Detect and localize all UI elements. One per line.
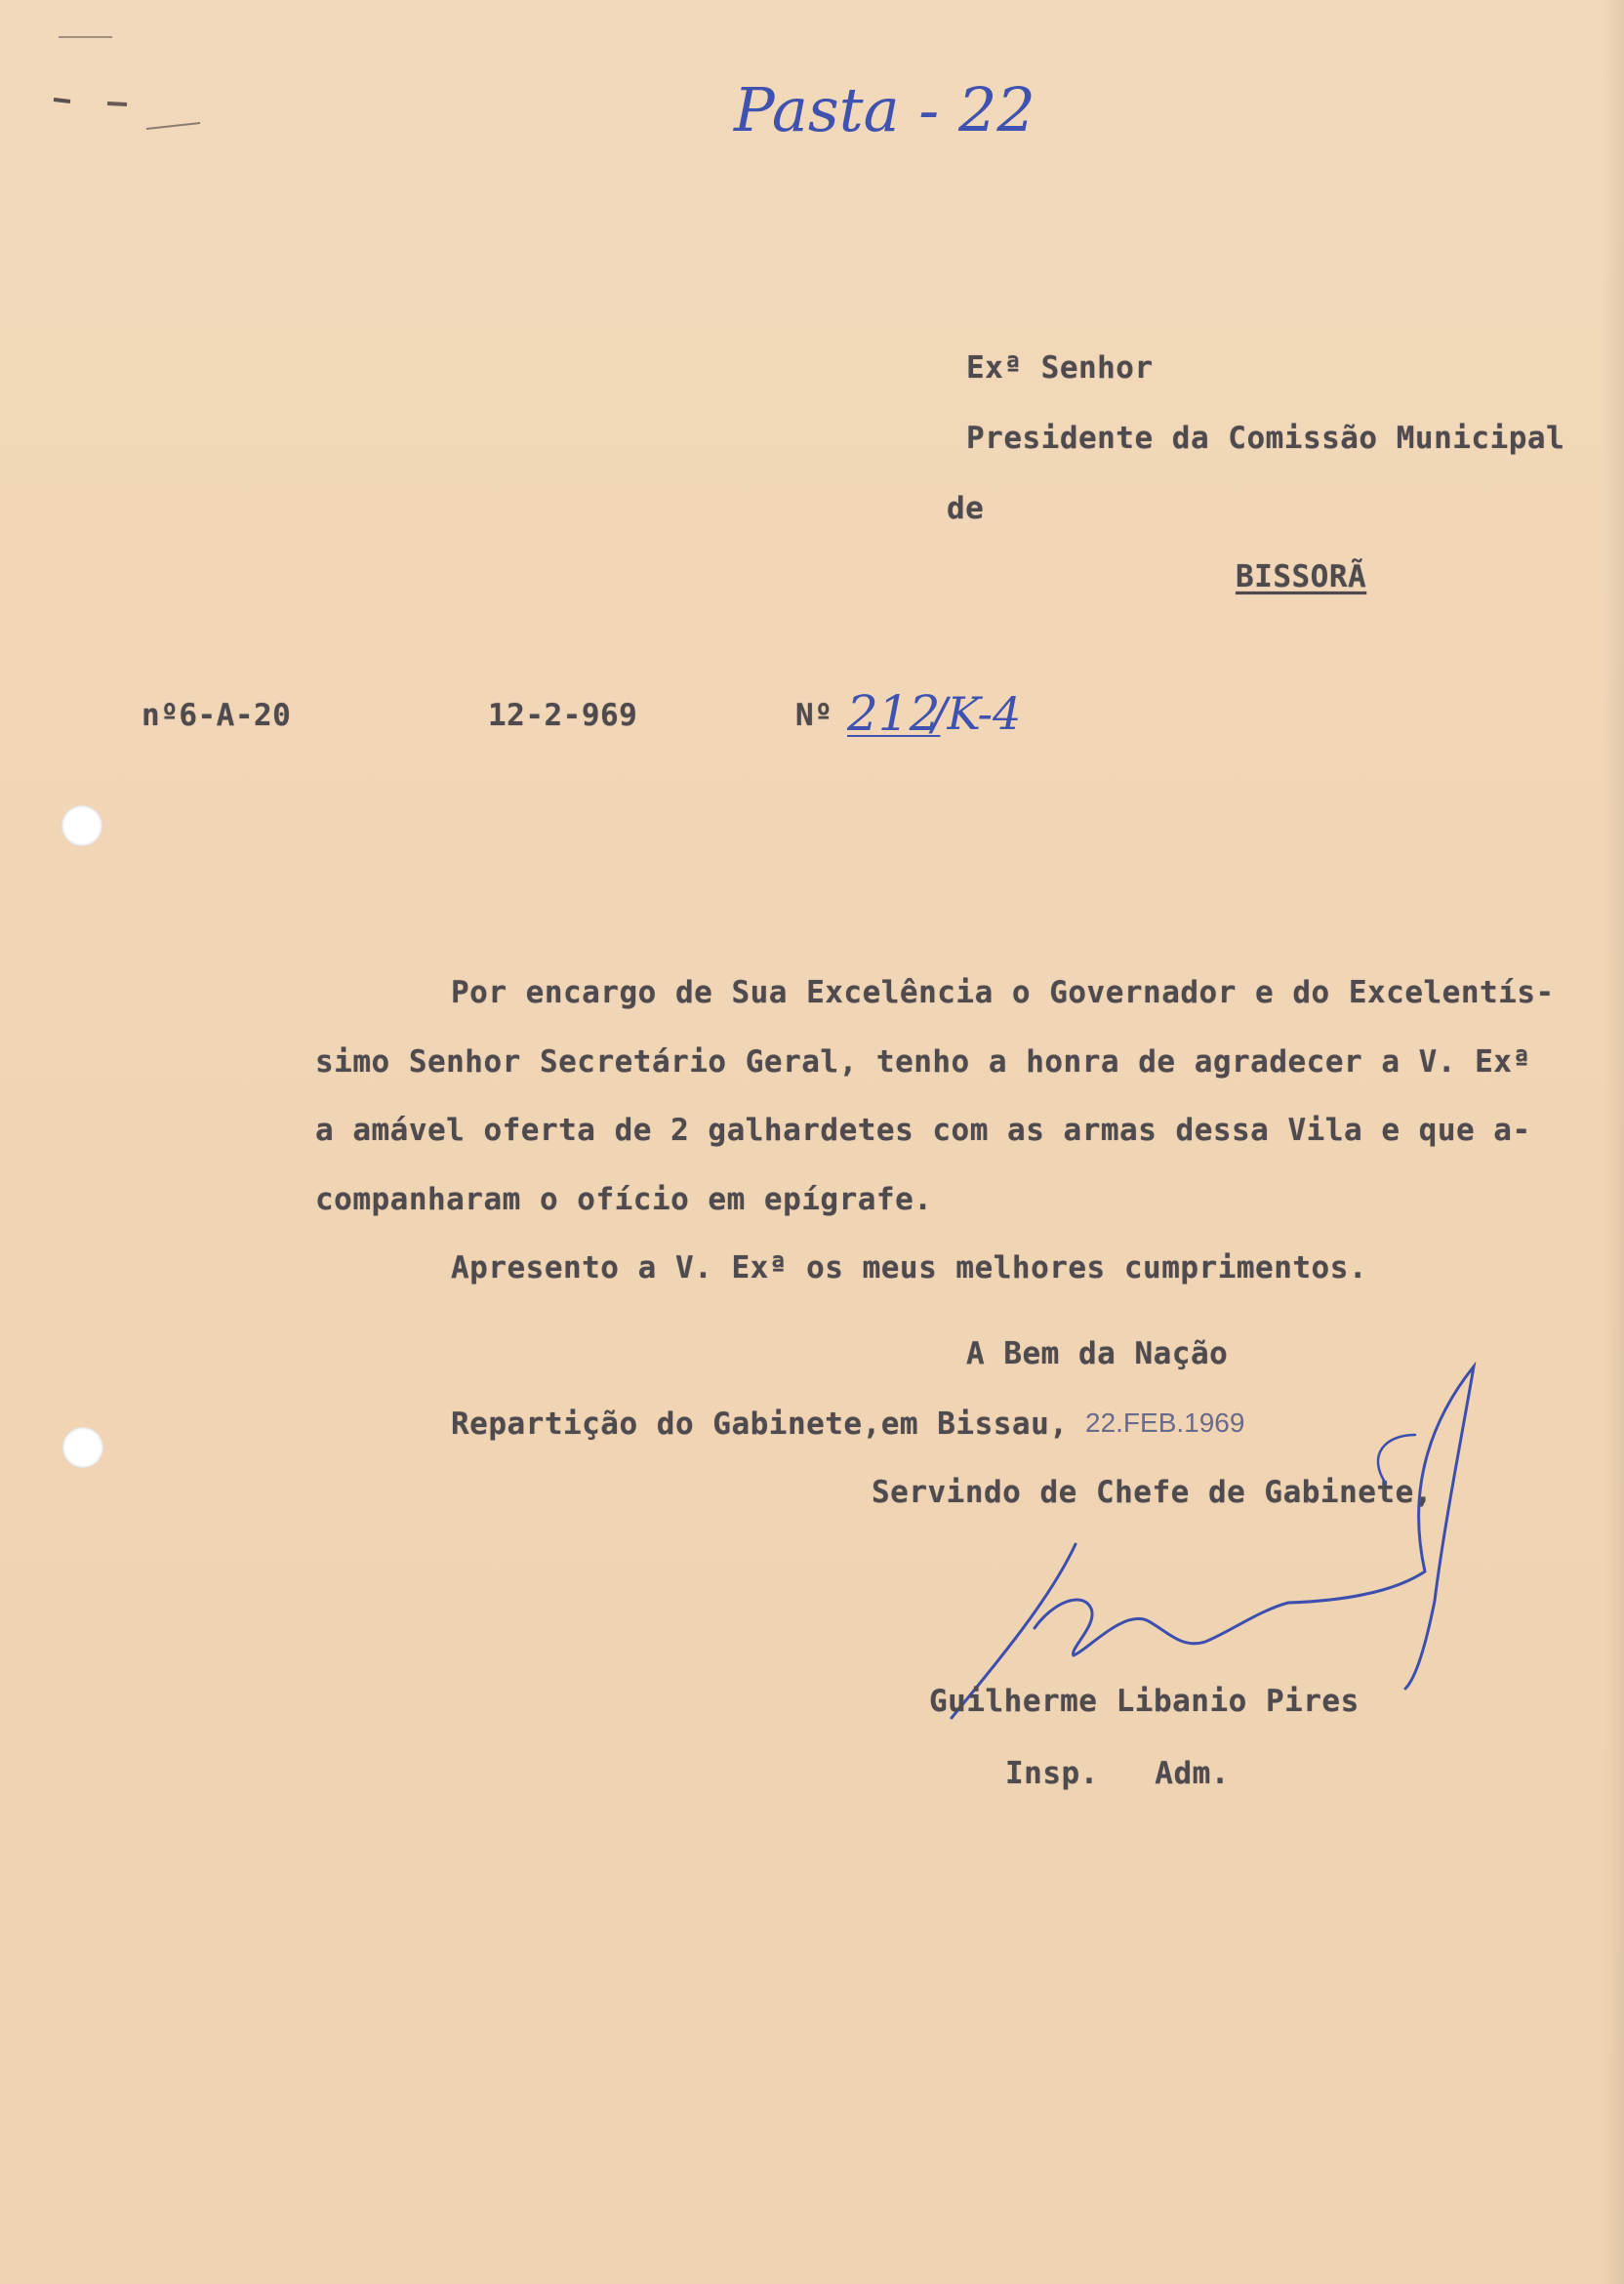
folder-annotation: Pasta - 22: [734, 74, 1035, 145]
reference-code: nº6-A-20: [142, 698, 292, 733]
addressee-title: Presidente da Comissão Municipal: [966, 421, 1565, 456]
closing-place-line: Repartição do Gabinete,em Bissau,: [451, 1407, 1069, 1442]
signer-title: Insp. Adm.: [1005, 1756, 1230, 1791]
body-line-5: Apresento a V. Exª os meus melhores cumprimentos.: [451, 1250, 1368, 1285]
closing-motto: A Bem da Nação: [966, 1336, 1229, 1371]
reference-date: 12-2-969: [488, 698, 638, 733]
body-line-4: companharam o ofício em epígrafe.: [315, 1182, 933, 1217]
reference-number-prefix: Nº: [795, 698, 833, 733]
body-line-2: simo Senhor Secretário Geral, tenho a honra de agradecer a V. Exª: [315, 1044, 1531, 1080]
body-line-1: Por encargo de Sua Excelência o Governador e do Excelentís-: [451, 975, 1555, 1010]
date-stamp: 22.FEB.1969: [1085, 1407, 1245, 1438]
body-line-3: a amável oferta de 2 galhardetes com as armas dessa Vila e que a-: [315, 1113, 1531, 1148]
signer-name: Guilherme Libanio Pires: [929, 1684, 1360, 1719]
reference-number-handwritten: 212: [847, 685, 941, 742]
addressee-preposition: de: [947, 491, 985, 526]
addressee-place: BISSORÃ: [1236, 559, 1367, 594]
closing-role: Servindo de Chefe de Gabinete,: [872, 1475, 1433, 1510]
reference-number-suffix: /K-4: [932, 687, 1022, 740]
addressee-salutation: Exª Senhor: [966, 350, 1154, 386]
